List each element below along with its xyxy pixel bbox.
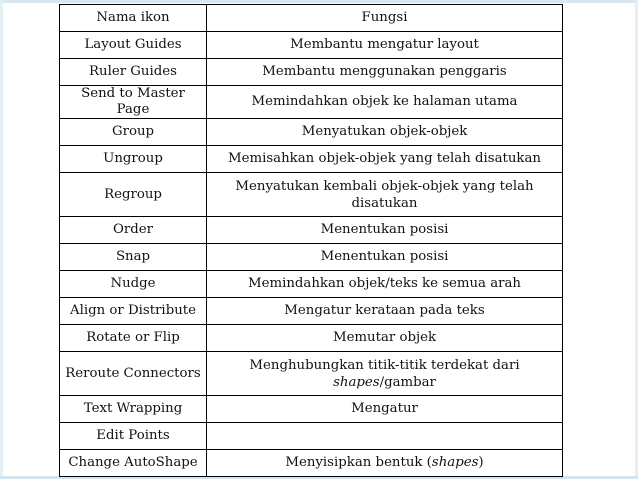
table-row — [60, 271, 563, 298]
cell-function — [207, 450, 563, 477]
icon-function-table — [59, 4, 563, 477]
cell-name: Nudge — [60, 271, 207, 298]
table-row — [60, 217, 563, 244]
table-row — [60, 352, 563, 396]
table-row — [60, 396, 563, 423]
cell-function: Memindahkan objek ke halaman utama — [207, 86, 563, 119]
cell-function: Mengatur — [207, 396, 563, 423]
cell-name: Text Wrapping — [60, 396, 207, 423]
table-row — [60, 59, 563, 86]
cell-name: Edit Points — [60, 423, 207, 450]
cell-function: Memisahkan objek-objek yang telah disatukan — [207, 146, 563, 173]
cell-function: Menentukan posisi — [207, 244, 563, 271]
cell-name: Ungroup — [60, 146, 207, 173]
function-text: Menghubungkan titik-titik terdekat dari — [249, 357, 520, 373]
table-row — [60, 173, 563, 217]
frame-border-top — [0, 0, 638, 3]
function-text: Menyisipkan bentuk ( — [285, 455, 432, 470]
table-row — [60, 450, 563, 477]
cell-function — [207, 352, 563, 396]
frame-border-left — [0, 0, 3, 479]
cell-function: Menyatukan kembali objek-objek yang telah disatukan — [207, 173, 563, 217]
table-row — [60, 32, 563, 59]
table-row — [60, 423, 563, 450]
header-fungsi: Fungsi — [207, 5, 563, 32]
cell-function: Menentukan posisi — [207, 217, 563, 244]
cell-name: Snap — [60, 244, 207, 271]
table-row — [60, 86, 563, 119]
table-row — [60, 325, 563, 352]
table-row — [60, 244, 563, 271]
cell-name: Regroup — [60, 173, 207, 217]
function-text-italic: shapes — [333, 374, 380, 390]
function-text-italic: shapes — [431, 455, 479, 470]
cell-name: Layout Guides — [60, 32, 207, 59]
cell-function: Memindahkan objek/teks ke semua arah — [207, 271, 563, 298]
table-row — [60, 298, 563, 325]
table-header-row — [60, 5, 563, 32]
table-row — [60, 146, 563, 173]
function-text: /gambar — [379, 374, 436, 390]
function-text: ) — [478, 455, 484, 470]
header-nama-ikon: Nama ikon — [60, 5, 207, 32]
cell-name: Order — [60, 217, 207, 244]
cell-name: Change AutoShape — [60, 450, 207, 477]
cell-name: Group — [60, 119, 207, 146]
cell-function — [207, 423, 563, 450]
cell-name: Reroute Connectors — [60, 352, 207, 396]
cell-name: Rotate or Flip — [60, 325, 207, 352]
cell-function: Membantu menggunakan penggaris — [207, 59, 563, 86]
cell-name: Ruler Guides — [60, 59, 207, 86]
cell-name: Send to Master Page — [60, 86, 207, 119]
cell-function: Memutar objek — [207, 325, 563, 352]
cell-function: Menyatukan objek-objek — [207, 119, 563, 146]
cell-function: Mengatur kerataan pada teks — [207, 298, 563, 325]
table-row — [60, 119, 563, 146]
cell-name: Align or Distribute — [60, 298, 207, 325]
cell-function: Membantu mengatur layout — [207, 32, 563, 59]
